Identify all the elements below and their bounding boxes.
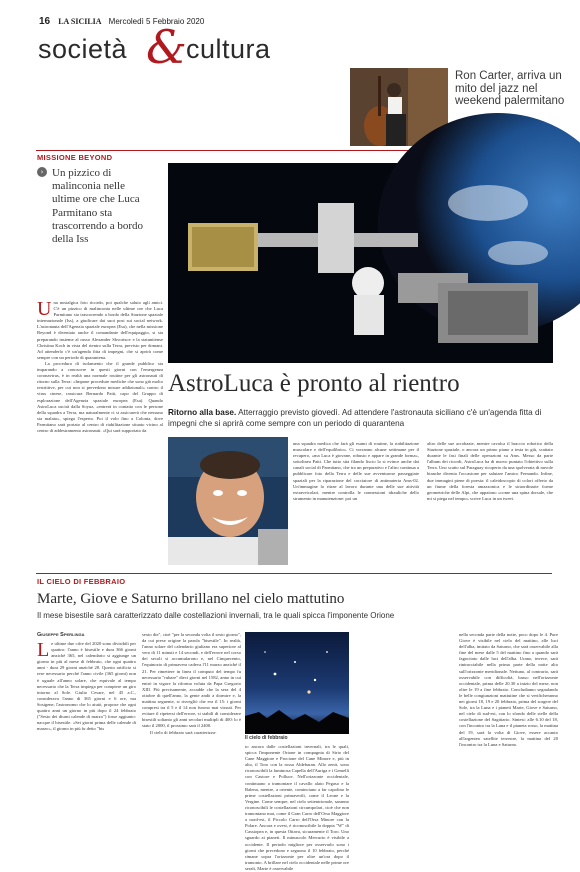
story2-body-col4: nella seconda parte della notte, poco dopo le 4. Pure Giove è visibile nel cielo del mattino, alle luci dell'alba, imitato da Saturno, che sarà osservabile alla fine del mese dalle 5 del mattino fino a quando sarà fagocitato dalle luci dell'alba. Urano, invece, sarà rintracciabile nella prima parte della notte alto sull'orizzonte meridionale. Nettuno, al contrario, sarà osservabile con difficoltà, basso nell'orizzonte occidentale, prima delle 20.30 a inizio del mese, non oltre le 19 a fine febbraio. Concludiamo segnalando le belle congiunzioni mattutine che si verificheranno nei giorni 18, 19 e 20 febbraio, prima del sorgere del Sole, tra la Luna e i pianeti Marte, Giove e Saturno, nel cielo di sud-est, con lo sfondo delle stelle della costellazione del Sagittario. Sintesi: alle 6.10 del 18, con l'incontro tra la Luna e il pianeta rosso, la mattina del 19, sarà la volta di Giove, essere accanto all'argenteo satellite terrestre, la mattina del 20 l'incontro tra la Luna e Saturno. — [459, 632, 558, 747]
story1-subtitle-text: Atterraggio previsto giovedì. Ad attendere l'astronauta siciliano c'è un'agenda fitta di impegni che si aprirà come sempre con un periodo di quarantena — [168, 408, 542, 428]
story2-body-col2-a: sexto die", cioè "per la seconda volta il sesto giorno", da cui prese origine la parola "bisestile". In realtà, l'anno solare del calendario giuliano era superiore al vero di 11 minuti e 14 secondi, e dell'errore nel corso dei secoli si accumularono e, nel Cinquecento, l'equinozio di primavera cadeva l'11 marzo anziché il 21. Per rimettere in linea il computo del tempo fu necessario "rubare" dieci giorni nel 1582, anno in cui entrò in vigore la riforma voluta da Papa Gregorio XIII. Più precisamente, accadde che la sera del 4 ottobre di quell'anno, la gente andò a dormire e, la mattina seguente, si risvegliò che era il 15: i giorni compresi tra il 5 e il 14 non furono mai vissuti. Per evitare il ripetersi dell'errore, si stabilì di considerare bisestili soltanto gli anni secolari multipli di 400: lo è stato il 2000, il prossimo sarà il 2400. — [142, 632, 241, 729]
astronaut-portrait-icon — [168, 437, 288, 565]
story1-title: AstroLuca è pronto al rientro — [168, 370, 460, 397]
section-word-cultura: cultura — [186, 34, 271, 64]
story2-body-col1 — [37, 641, 136, 732]
story1-body-col1-a: na nostalgica foto ricordo, poi qualche saluto agli amici. C'è un pizzico di malinconia nelle ultime ore che Luca Parmitano sta trascorrendo a bordo della Stazione spaziale internazionale (Iss), a giudicare dai suoi post sui social network. L'astronauta dell'Agenzia spaziale europea (Esa), che nella missione Beyond è diventato anche il comandante dell'equipaggio, si sta preparando insieme al russo Alexander Skvortsov e la statunitense Christina Koch in vista del rientro sulla Terra, previsto per domani. Ad attenderlo c'è un'agenda fitta di impegni, che si aprirà come sempre con un periodo di quarantena. — [37, 300, 163, 360]
sky-photo[interactable] — [245, 632, 349, 734]
story2-body-col3: to ancora dalle costellazioni invernali, tra le quali, spicca l'imponente Orione in compagnia di Sirio del Cane Maggiore e Procione del Cane Minore e, più in alto, il Toro con la rossa Aldebaran. Allo zenit, sono riconoscibili la luminosa Capella dell'Auriga e i Gemelli con Castore e Polluce. Nell'orizzonte occidentale, continuano a tramontare il cavallo alato Pegaso e la Balena, mentre, a oriente, cominciano a far capolino le prime costellazioni primaverili, come il Leone e la Vergine. Come sempre, nel cielo settentrionale, saranno riconoscibili le costellazioni circumpolari, cioè che non tramontano mai, come il Gran Carro dell'Orsa Maggiore a nord-est, il Piccolo Carro dell'Orsa Minore con la Polare. Ancora e ovest, è riconoscibile la doppia "W" di Cassiopea e, in questa Ottava, sicuramente il Toro. Uno sguardo ai pianeti. Il minuscolo Mercurio è visibile a occidente. Il periodo migliore per osservarlo sono i giorni che precedono e seguono il 10 febbraio, perché rimane sopra l'orizzonte per oltre un'ora dopo il tramonto. A brillare nel cielo occidentale nelle prime ore serali, Marte è osservabile — [245, 744, 349, 871]
space-photo[interactable] — [168, 163, 553, 363]
story1-subtitle — [168, 407, 554, 429]
story1-subtitle-lead: Ritorno alla base. — [168, 408, 237, 417]
story1-kicker: MISSIONE BEYOND — [37, 153, 113, 162]
story2-body-col2-b: Il cielo di febbraio sarà caratterizza- — [150, 729, 217, 735]
page-header — [39, 9, 339, 27]
story1-body-col2: una squadra medica che farà gli esami di routine, la riabilitazione muscolare e dell'equilibrio». Ci vorranno alcune settimane per il recupero, «ma Luca è giovane, robusto e appare in grande forma», sottolinea Patti. Che tutto stia filando liscio lo si evince anche dai canali social di Parmitano, che tra un preparativo e l'altro continua a pubblicare foto della Terra e delle sue avventurose passeggiate spaziali per la riparazione del cacciatore di antimateria Ams-02. Un'immagine lo ritrae al lavoro durante una delle sue attività extraveicolari, mentre controlla le connessioni idrauliche dello strumento in manutenzione: poi un — [293, 441, 419, 501]
story1-dropcap: U — [37, 298, 52, 320]
story2-dropcap: L — [37, 639, 50, 661]
story2-body-col2 — [142, 632, 241, 736]
story2-title: Marte, Giove e Saturno brillano nel cielo mattutino — [37, 591, 345, 607]
callout-text: Un pizzico di malinconia nelle ultime ore che Luca Parmitano sta trascorrendo a bordo della Iss — [52, 167, 144, 246]
paper-name: LA SICILIA — [58, 17, 102, 26]
story1-body-col1 — [37, 300, 163, 434]
chevron-right-icon: › — [37, 167, 47, 177]
section-ampersand: & — [146, 20, 187, 74]
issue-date: Mercoledì 5 Febbraio 2020 — [108, 17, 205, 26]
sky-photo-caption: Il cielo di febbraio — [245, 735, 288, 741]
page-number: 16 — [39, 16, 51, 27]
portrait-photo[interactable] — [168, 437, 288, 565]
story2-subtitle: Il mese bisestile sarà caratterizzato dalle costellazioni invernali, tra le quali spicca l'imponente Orione — [37, 611, 395, 620]
spacewalk-image-icon — [168, 163, 553, 363]
story-divider-rule — [36, 573, 552, 574]
story1-callout — [37, 167, 163, 246]
story1-body-col1-b: La procedura di isolamento che il grande pubblico sta imparando a conoscere in questi giorni con l'emergenza coronavirus, è in realtà una normale routine per gli astronauti di ritorno sulla Terra: «Impone procedure mediche che sono già molto restrittive, per cui non si prevedono misure addizionali» contro il virus cinese, rassicura Bernardo Patti, capo del Gruppo di esplorazione dell'Agenzia spaziale europea (Esa). Quando AstroLuca uscirà dalla Soyuz, «entrerà in contatto con le persone della squadra a Terra, ma naturalmente ci si assicurerà che nessuno sia malato», spiega l'esperto. Poi il volo fino a Colonia, dove Parmitano sarà portato al centro di riabilitazione situato vicino al centro di addestramento astronauti. «Qui sarà supportato da — [37, 360, 163, 433]
story2-body-col1-text: e ultime due cifre del 2020 sono divisibili per quattro: l'anno è bisestile e dura 366 giorni anziché 365, nel calendario si aggiunge un giorno in più al mese di febbraio, che ogni quattro anni - dura 29 giorni anziché 28. Questo artificio si rese necessario perché l'anno civile (365 giorni) non è uguale all'anno solare, che equivale al tempo necessario che la Terra impiega per compiere un giro intorno al Sole. Giulio Cesare, nel 45 a.C., considerava l'anno di 365 giorni e 6 ore, ma Sosigene, l'astronomo che lo aiutò, propose che ogni quattro anni un giorno in più dopo il 24 febbraio ("Sesto dei diurni calende di marzo") fosse aggiunto: nacque il bisestile. «Sei giorni prima delle calende di marzo», il giorno in più fu detto "bis — [37, 641, 136, 732]
night-sky-icon — [245, 632, 349, 734]
story2-kicker: IL CIELO DI FEBBRAIO — [37, 577, 126, 586]
story1-body-col3: altro delle sue acrobazie, mentre cavalca il braccio robotico della Stazione spaziale, o ancora un primo piano a testa in giù, scattato durante le fasi finali delle operazioni su Ams. Messo da parte l'album dei ricordi, AstroLuca ha di nuovo puntato l'obiettivo sulla Terra. Uno scatto sul Paraguay ricoperto da una spolverata di nuvole bianche diventa l'occasione per salutare l'amico Fernando. Infine, due immagini piene di poesia: il caleidoscopio di colori offerto da un fiume della foresta amazzonica e le straordinarie forme geometriche delle Alpi, che appaiono «come una spina dorsale, che mi si piega nel tempo» scrive Luca in un tweet. — [427, 441, 553, 501]
section-word-societa: società — [38, 34, 128, 64]
teaser-title[interactable]: Ron Carter, arriva un mito del jazz nel weekend palermitano — [455, 70, 565, 107]
story2-byline: Giuseppe Sperlinga — [37, 632, 85, 638]
